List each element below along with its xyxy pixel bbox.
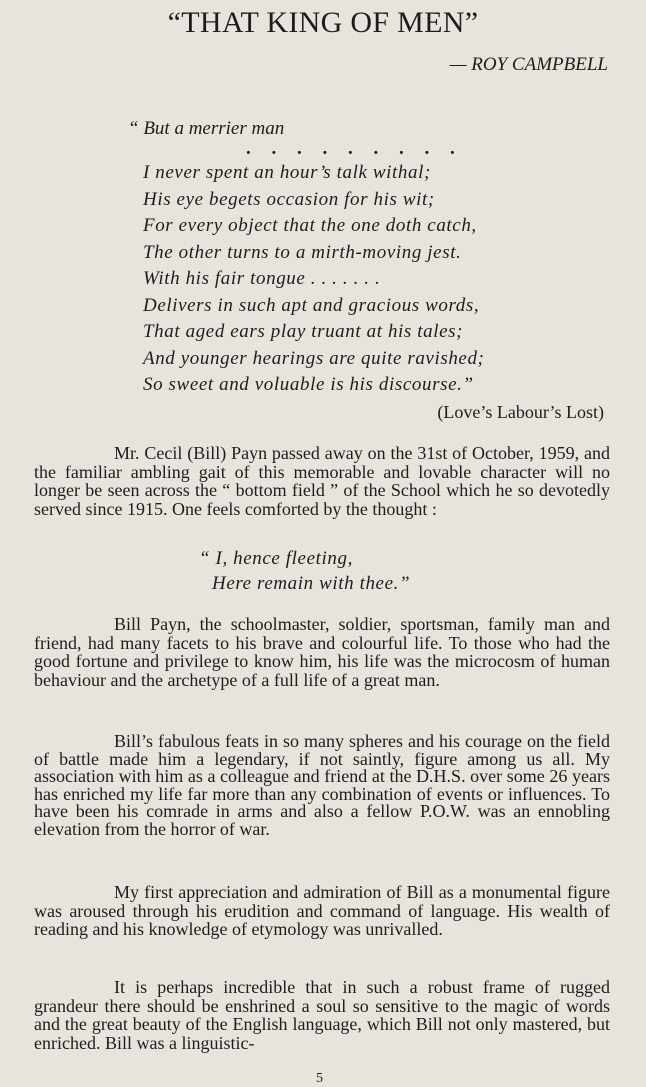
body-paragraph: It is perhaps incredible that in such a robust frame of rugged grandeur there should be enshrined a soul so sensitive to the magic of words and the great beauty of the English language, which Bill not only mastered, but enriched. Bill was a linguistic- xyxy=(34,977,610,1053)
body-paragraph: Bill’s fabulous feats in so many spheres and his courage on the field of battle made him a legendary, if not saintly, figure among us all. My association with him as a colleague and friend at the D.H.S. over some 26 years has enriched my life far more than any combination of events or influences. To have been his comrade in arms and also a fellow P.O.W. was an ennobling elevation from the horror of war. xyxy=(34,731,610,839)
page-number: 5 xyxy=(316,1071,323,1086)
poem-line: And younger hearings are quite ravished; xyxy=(143,347,485,369)
poem-line: So sweet and voluable is his discourse.” xyxy=(143,374,474,395)
body-paragraph: Mr. Cecil (Bill) Payn passed away on the 31st of October, 1959, and the familiar ambling gait of this memorable and lovable character will no longer be seen across the “ bottom field ” of the School which he so devotedly served since 1915. One feels comforted by the thought : xyxy=(34,443,610,519)
article-title: “THAT KING OF MEN” xyxy=(167,6,479,39)
quote-line: Here remain with thee.” xyxy=(212,573,411,594)
poem-line: The other turns to a mirth-moving jest. xyxy=(143,241,462,263)
poem-opening-line: “ But a merrier man xyxy=(128,118,285,139)
poem-line: With his fair tongue . . . . . . . xyxy=(143,268,381,289)
poem-quotation xyxy=(143,160,485,399)
poem-line: His eye begets occasion for his wit; xyxy=(143,188,435,210)
short-quotation xyxy=(0,546,646,596)
quote-line: “ I, hence fleeting, xyxy=(199,548,353,569)
body-paragraph: Bill Payn, the schoolmaster, soldier, sportsman, family man and friend, had many facets to his brave and colourful life. To those who had the good fortune and privilege to know him, his life was the microcosm of human behaviour and the archetype of a full life of a great man. xyxy=(34,614,610,690)
quote-attribution: (Love’s Labour’s Lost) xyxy=(437,402,604,422)
poem-line: Delivers in such apt and gracious words, xyxy=(143,294,480,316)
poem-line: I never spent an hour’s talk withal; xyxy=(143,162,431,183)
poem-ellipsis: . . . . . . . . . xyxy=(246,138,463,159)
author-credit: — ROY CAMPBELL xyxy=(449,54,608,75)
poem-line: That aged ears play truant at his tales; xyxy=(143,321,464,342)
poem-line: For every object that the one doth catch, xyxy=(143,215,477,236)
body-paragraph: My first appreciation and admiration of Bill as a monumental figure was aroused through his erudition and command of language. His wealth of reading and his knowledge of etymology was unrivalled. xyxy=(34,882,610,939)
